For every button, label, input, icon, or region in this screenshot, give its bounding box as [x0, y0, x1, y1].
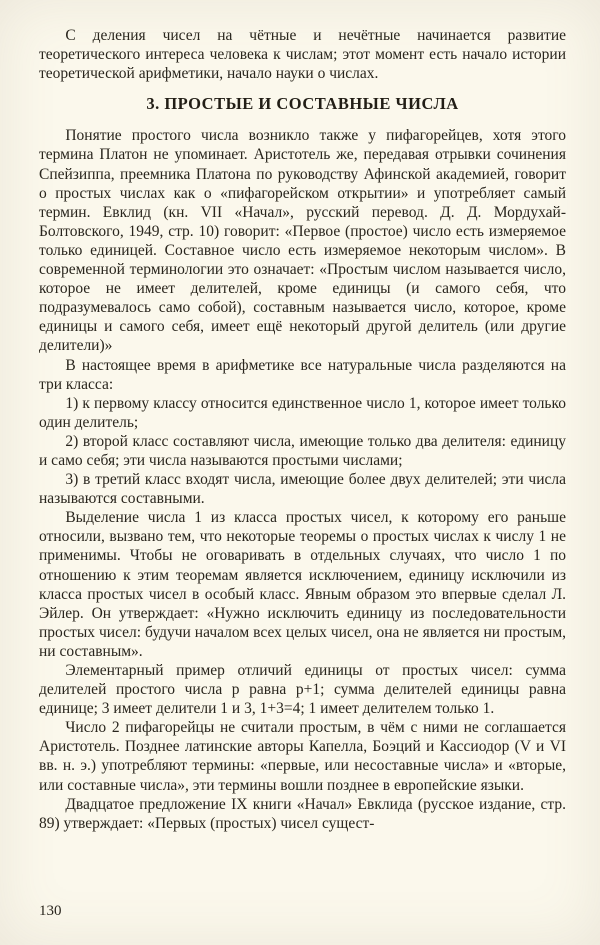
paragraph-divisor-example: Элементарный пример отличий единицы от простых чисел: сумма делителей простого числа p равна p+1; сумма делителей единицы равна единице; 3 имеет делители 1 и 3, 1+3=4; 1 имеет делителем только 1. [39, 662, 566, 718]
list-item-class-1: 1) к первому классу относится единственное число 1, которое имеет только один делитель; [39, 394, 566, 431]
section-heading: 3. ПРОСТЫЕ И СОСТАВНЫЕ ЧИСЛА [146, 94, 459, 114]
paragraph-definition: Понятие простого числа возникло также у пифагорейцев, хотя этого термина Платон не упоминает. Аристотель же, передавая отрывки сочинения Спейзиппа, преемника Платона по руководству Афинской академией, говорит о простых числах как о «пифагорейском открытии» и употребляет самый термин. Евклид (кн. VII «Начал», русский перевод. Д. Д. Мордухай-Болтовского, 1949, стр. 10) говорит: «Первое (простое) число есть измеряемое только единицей. Составное число есть измеряемое некоторым числом». В современной терминологии это означает: «Простым числом называется число, которое не имеет делителей, кроме единицы (и самого себя, что подразумевалось само собой), составным называется число, которое, кроме единицы и самого себя, имеет ещё некоторый другой делитель (или другие делители)» [39, 127, 566, 355]
list-item-class-2: 2) второй класс составляют числа, имеющие только два делителя: единицу и само себя; эти числа называются простыми числами; [39, 432, 566, 469]
paragraph-euclid-proposition: Двадцатое предложение IX книги «Начал» Евклида (русское издание, стр. 89) утверждает: «Первых (простых) чисел сущест- [39, 795, 566, 832]
paragraph-number-two: Число 2 пифагорейцы не считали простым, в чём с ними не соглашается Аристотель. Позднее латинские авторы Капелла, Боэций и Кассиодор (V и VI вв. н. э.) употребляют термины: «первые, или несоставные числа» и «вторые, или составные числа», эти термины вошли позднее в европейские языки. [39, 719, 566, 794]
page-number: 130 [39, 902, 62, 919]
list-item-class-3: 3) в третий класс входят числа, имеющие более двух делителей; эти числа называются составными. [39, 471, 566, 508]
paragraph-intro: С деления чисел на чётные и нечётные начинается развитие теоретического интереса человека к числам; этот момент есть начало истории теоретической арифметики, начало науки о числах. [39, 27, 566, 83]
paragraph-classes-intro: В настоящее время в арифметике все натуральные числа разделяются на три класса: [39, 356, 566, 393]
paragraph-unit-exclusion: Выделение числа 1 из класса простых чисел, к которому его раньше относили, вызвано тем, что некоторые теоремы о простых числах к числу 1 не применимы. Чтобы не оговаривать в отдельных случаях, что число 1 по отношению к этим теоремам является исключением, единицу исключили из класса простых чисел в особый класс. Явным образом это впервые сделал Л. Эйлер. Он утверждает: «Нужно исключить единицу из последовательности простых чисел: будучи началом всех целых чисел, она не является ни простым, ни составным». [39, 509, 566, 660]
